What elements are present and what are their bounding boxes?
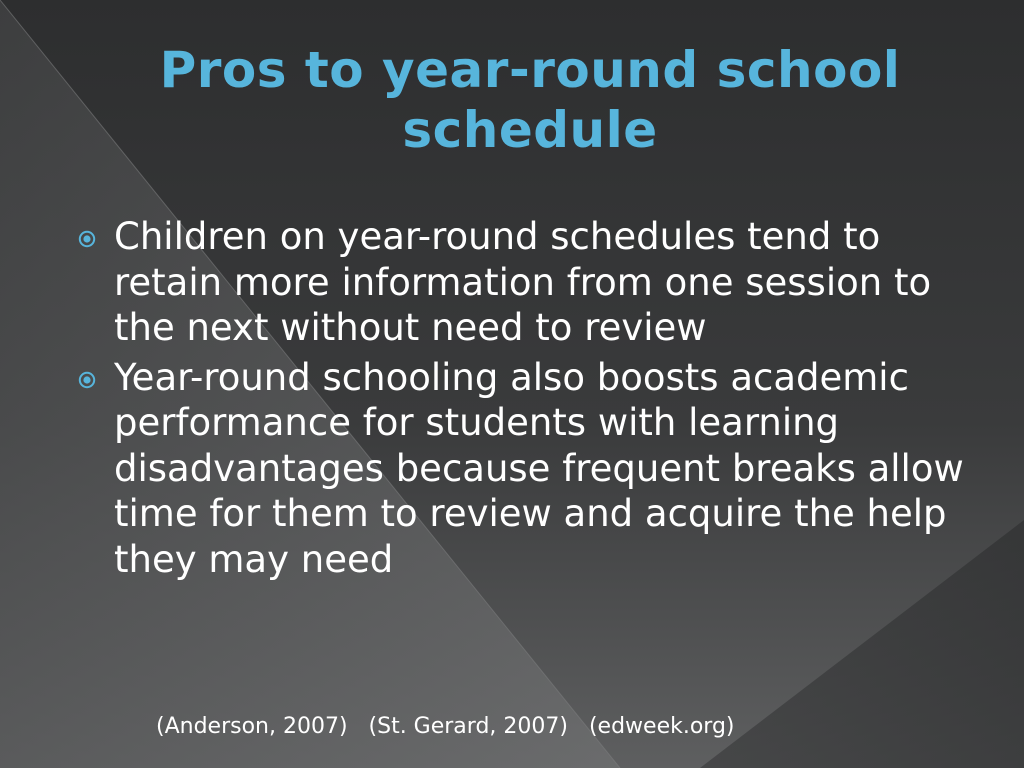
slide-title: Pros to year-round school schedule: [159, 41, 901, 159]
target-bullet-icon: [78, 230, 96, 248]
bullet-text: Children on year-round schedules tend to retain more information from one session to the next without need to review: [114, 215, 932, 349]
bullet-list: [72, 214, 972, 586]
list-item: [72, 214, 972, 351]
target-bullet-icon: [78, 371, 96, 389]
citations: (Anderson, 2007) (St. Gerard, 2007) (edweek.org): [156, 714, 735, 739]
bullet-text: Year-round schooling also boosts academic performance for students with learning disadvantages because frequent breaks allow time for them to review and acquire the help they may need: [114, 355, 964, 581]
list-item: [72, 355, 972, 583]
